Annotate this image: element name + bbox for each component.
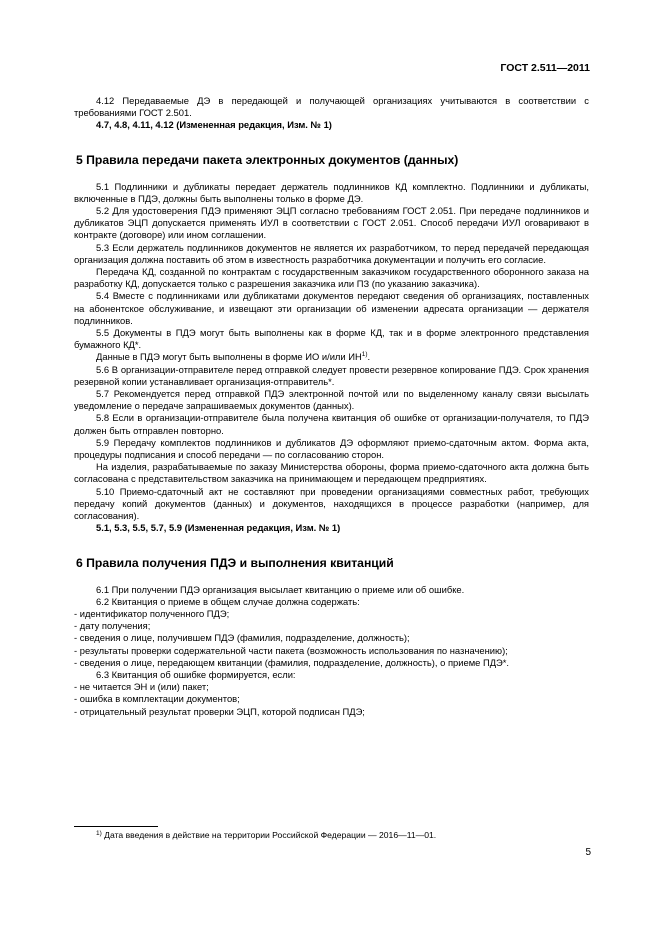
- paragraph-5-7: 5.7 Рекомендуется перед отправкой ПДЭ электронной почтой или по выделенному каналу связи высылать уведомление о передаче запрашиваемых документов (данных).: [74, 388, 589, 412]
- list-item: - не читается ЭН и (или) пакет;: [74, 681, 209, 693]
- footnote-divider: [74, 826, 158, 827]
- paragraph-5-5b-end: .: [367, 351, 371, 363]
- paragraph-5-5-continued: [74, 351, 589, 363]
- paragraph-5-8: 5.8 Если в организации-отправителе была получена квитанция об ошибке от организации-получателя, то ПДЭ должен быть отправлен повторно.: [74, 412, 589, 436]
- paragraph-5-5b-text: Данные в ПДЭ могут быть выполнены в форме ИО и/или ИН: [96, 351, 362, 363]
- footnote: [74, 830, 589, 841]
- paragraph-5-1: 5.1 Подлинники и дубликаты передает держатель подлинников КД комплектно. Подлинники и дубликаты, включенные в ПДЭ, должны быть выполнены только в форме ДЭ.: [74, 180, 589, 204]
- paragraph-6-2: 6.2 Квитанция о приеме в общем случае должна содержать:: [96, 595, 360, 607]
- amendment-note-4: 4.7, 4.8, 4.11, 4.12 (Измененная редакция, Изм. № 1): [96, 119, 332, 131]
- paragraph-5-9: 5.9 Передачу комплектов подлинников и дубликатов ДЭ оформляют приемо-сдаточным актом. Форма акта, процедуры подписания и способ передачи — по согласованию сторон.: [74, 436, 589, 461]
- footnote-mark: 1): [96, 830, 102, 837]
- paragraph-4-12: 4.12 Передаваемые ДЭ в передающей и получающей организациях учитываются в соответствии с требованиями ГОСТ 2.501.: [74, 95, 589, 119]
- paragraph-5-6: 5.6 В организации-отправителе перед отправкой следует провести резервное копирование ПДЭ. Срок хранения резервной копии устанавливает организация-отправитель*.: [74, 363, 589, 387]
- paragraph-5-3: 5.3 Если держатель подлинников документов не является их разработчиком, то перед передачей передающая организация должна поставить об этом в известность разработчика документации и получить его согласие.: [74, 241, 589, 265]
- amendment-note-5: 5.1, 5.3, 5.5, 5.7, 5.9 (Измененная редакция, Изм. № 1): [96, 522, 341, 534]
- list-item: - сведения о лице, получившем ПДЭ (фамилия, подразделение, должность);: [74, 632, 410, 644]
- list-item: - результаты проверки содержательной части пакета (возможность использования по назначению);: [74, 644, 508, 656]
- list-item: - дату получения;: [74, 620, 151, 632]
- paragraph-5-3-continued: Передача КД, созданной по контрактам с государственным заказчиком государственного оборонного заказа на разработку КД, допускается только с разрешения заказчика или ПЗ (по указанию заказчика).: [74, 266, 589, 290]
- list-item: - сведения о лице, передающем квитанции (фамилия, подразделение, должность), о приеме ПДЭ*.: [74, 656, 510, 668]
- list-item: - идентификатор полученного ПДЭ;: [74, 607, 230, 619]
- document-code-header: ГОСТ 2.511—2011: [500, 62, 590, 74]
- list-item: - отрицательный результат проверки ЭЦП, которой подписан ПДЭ;: [74, 705, 365, 717]
- paragraph-5-2: 5.2 Для удостоверения ПДЭ применяют ЭЦП согласно требованиям ГОСТ 2.051. При передаче подлинников и дубликатов ЭЦП допускается применять ИУЛ в соответствии с ГОСТ 2.051. Способ передачи ИУЛ оговаривают в контракте (договоре) или ином соглашении.: [74, 205, 589, 241]
- section-5-title: 5 Правила передачи пакета электронных документов (данных): [76, 152, 459, 167]
- footnote-text: Дата введения в действие на территории Российской Федерации — 2016—11—01.: [101, 830, 437, 840]
- list-item: - ошибка в комплектации документов;: [74, 693, 240, 705]
- footnote-reference: 1): [361, 351, 368, 359]
- page-body: [74, 95, 589, 718]
- paragraph-5-10: 5.10 Приемо-сдаточный акт не составляют при проведении организациями совместных работ, требующих передачу копий документов (данных) и документов, находящихся в процессе разработки (например, для согласования).: [74, 485, 589, 522]
- paragraph-5-9-continued: На изделия, разрабатываемые по заказу Министерства обороны, форма приемо-сдаточного акта должна быть согласована с представительством заказчика на принимающем и передающем предприятиях.: [74, 461, 589, 485]
- section-6-title: 6 Правила получения ПДЭ и выполнения квитанций: [76, 555, 394, 570]
- paragraph-5-4: 5.4 Вместе с подлинниками или дубликатами документов передают сведения об организациях, поставленных на абонентское обслуживание, и извещают эти организации об изменении адресата организации — держателя подлинников.: [74, 290, 589, 326]
- page-number: 5: [585, 847, 591, 858]
- paragraph-6-1: 6.1 При получении ПДЭ организация высылает квитанцию о приеме или об ошибке.: [96, 583, 465, 595]
- paragraph-6-3: 6.3 Квитанция об ошибке формируется, если:: [96, 668, 296, 680]
- paragraph-5-5: 5.5 Документы в ПДЭ могут быть выполнены как в форме КД, так и в форме электронного представления бумажного КД*.: [74, 327, 589, 351]
